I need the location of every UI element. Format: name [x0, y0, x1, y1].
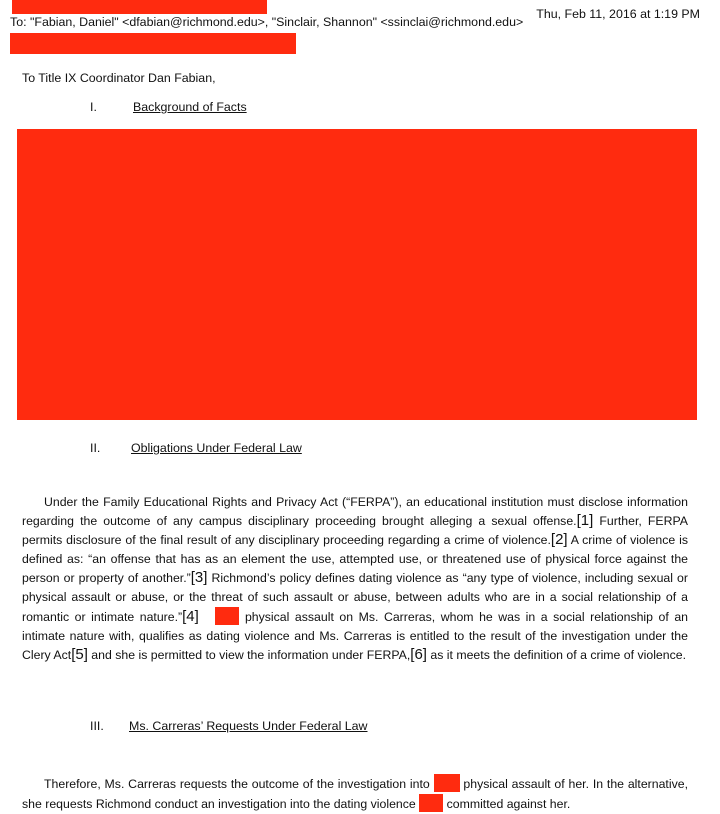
- paragraph-text: as it meets the definition of a crime of violence.: [426, 648, 687, 662]
- email-to-line: To: "Fabian, Daniel" <dfabian@richmond.edu>, "Sinclair, Shannon" <ssinclai@richmond.edu>: [10, 15, 524, 29]
- footnote-ref[interactable]: [3]: [190, 569, 208, 586]
- section-number: II.: [90, 441, 101, 455]
- paragraph-text: and she is permitted to view the information under FERPA,: [87, 648, 411, 662]
- footnote-ref[interactable]: [4]: [182, 608, 199, 625]
- redacted-name: [215, 607, 239, 625]
- footnote-ref[interactable]: [1]: [576, 512, 594, 529]
- section-title: Obligations Under Federal Law: [131, 441, 302, 455]
- redacted-cc: [10, 33, 296, 54]
- requests-paragraph: [22, 774, 688, 814]
- paragraph-text: A crime of violence is defined as: “an offense that has as an element the use, attempted use, or threatened use of physical force against the person or property of another.”: [22, 533, 688, 585]
- footnote-ref[interactable]: [5]: [71, 646, 88, 663]
- section-heading-2: [90, 441, 390, 457]
- footnote-ref[interactable]: [6]: [410, 646, 427, 663]
- redacted-sender: [12, 0, 267, 14]
- email-date: Thu, Feb 11, 2016 at 1:19 PM: [536, 7, 700, 21]
- section-title: Ms. Carreras’ Requests Under Federal Law: [129, 719, 368, 733]
- paragraph-text: physical assault of her. In the alternative, she requests Richmond conduct an investigation into the dating violence: [22, 777, 688, 811]
- section-heading-1: [90, 100, 390, 116]
- paragraph-text: Under the Family Educational Rights and Privacy Act (“FERPA”), an educational institution must disclose information regarding the outcome of any campus disciplinary proceeding brought alleging a sexual offense.: [22, 495, 688, 528]
- section-number: III.: [90, 719, 104, 733]
- paragraph-text: Therefore, Ms. Carreras requests the outcome of the investigation into: [44, 777, 434, 791]
- redacted-name: [419, 794, 443, 812]
- paragraph-text: Richmond’s policy defines dating violence as “any type of violence, including sexual or physical assault or abuse, or the threat of such assault or abuse, between adults who are in a social relationship of a romantic or intimate nature.”: [22, 571, 688, 624]
- paragraph-text: physical assault on Ms. Carreras, whom he was in a social relationship of an intimate nature with, qualifies as dating violence and Ms. Carreras is entitled to the result of the investigation under the Clery Act: [22, 610, 689, 662]
- paragraph-text: Further, FERPA permits disclosure of the final result of any disciplinary proceeding regarding a crime of violence.: [22, 514, 688, 547]
- section-title: Background of Facts: [133, 100, 247, 114]
- obligations-paragraph: [22, 493, 688, 665]
- redacted-name: [434, 774, 460, 792]
- section-heading-3: [90, 719, 410, 735]
- footnote-ref[interactable]: [2]: [550, 531, 568, 548]
- letter-greeting: To Title IX Coordinator Dan Fabian,: [22, 71, 216, 85]
- paragraph-text: committed against her.: [443, 797, 571, 811]
- redacted-facts-block: [17, 129, 697, 420]
- section-number: I.: [90, 100, 97, 114]
